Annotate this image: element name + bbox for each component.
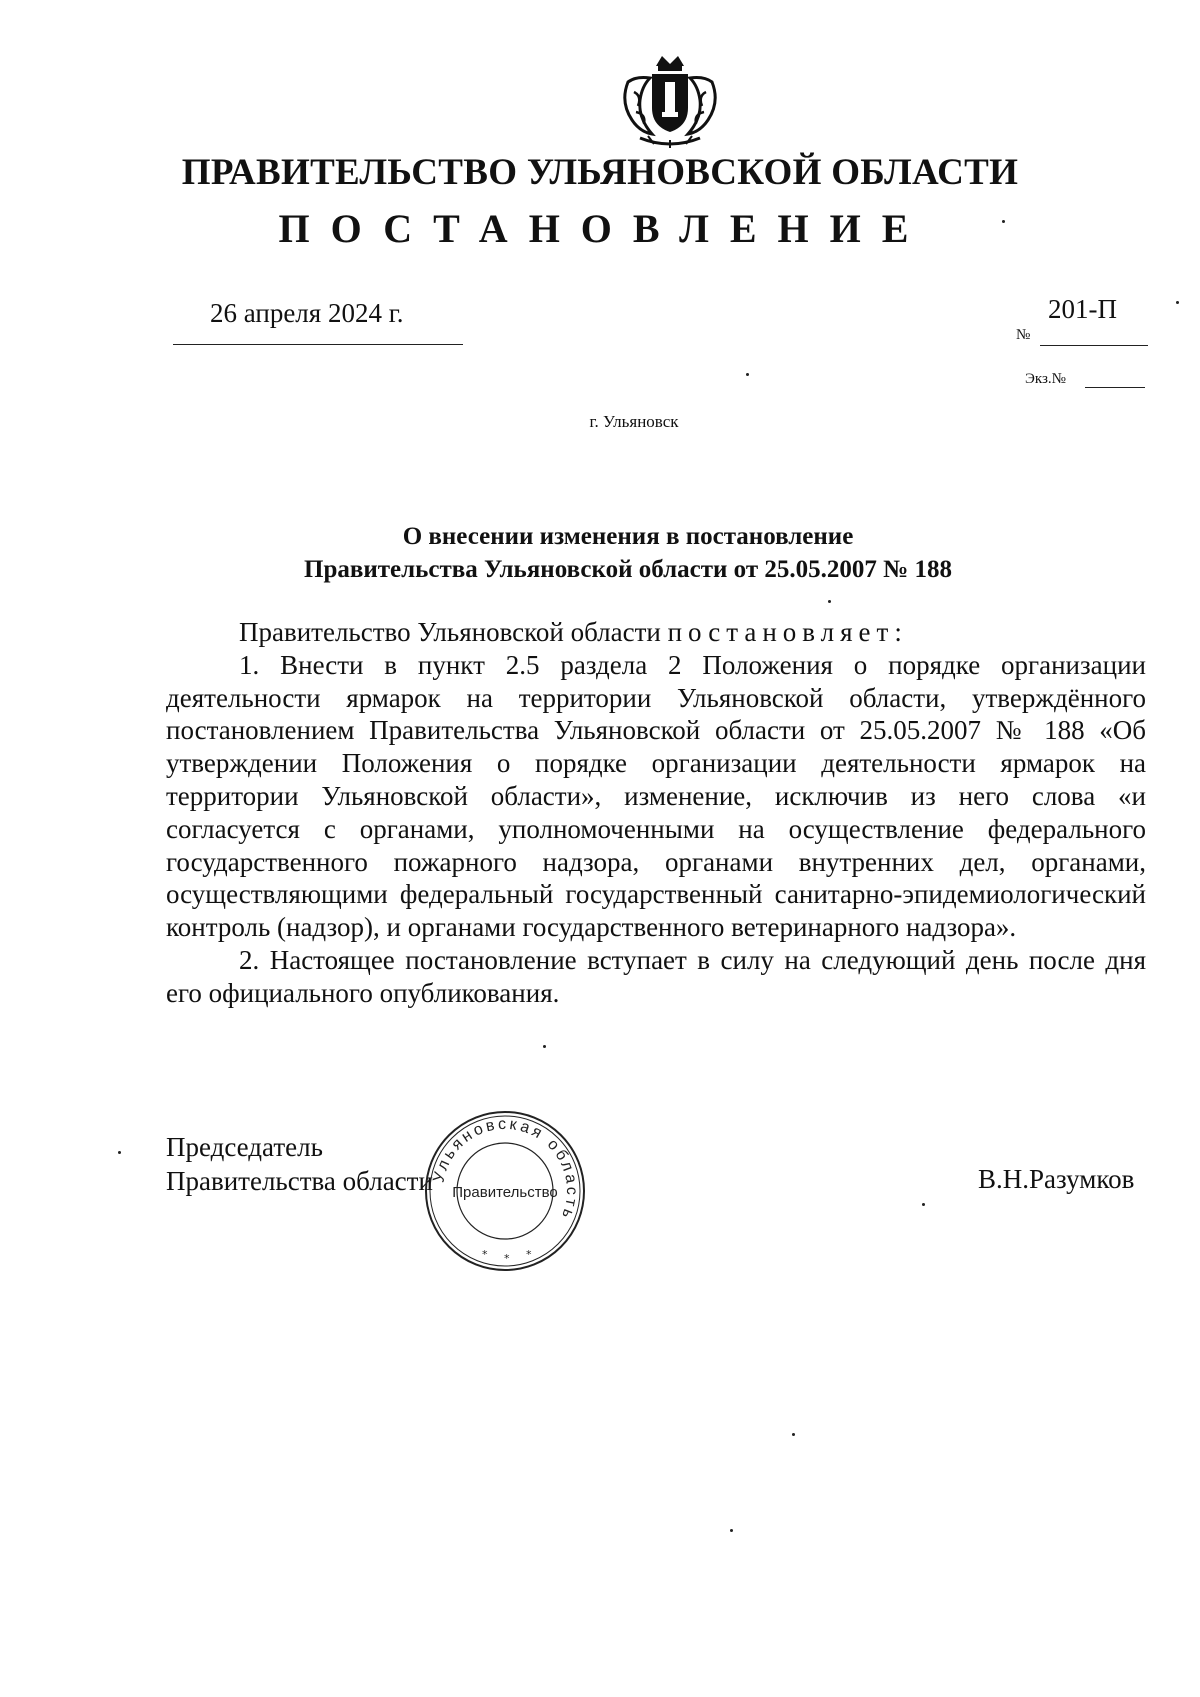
- scan-speck: [922, 1203, 925, 1206]
- number-label: №: [1016, 327, 1031, 343]
- scan-speck: [730, 1529, 733, 1532]
- position-line-2: Правительства области: [166, 1166, 433, 1196]
- document-type: ПОСТАНОВЛЕНИЕ: [278, 206, 930, 251]
- svg-text:*: *: [482, 1248, 488, 1261]
- scan-speck: [792, 1433, 795, 1436]
- position-line-1: Председатель: [166, 1132, 323, 1162]
- preamble-lead: Правительство Ульяновской области: [239, 617, 661, 647]
- document-body: [166, 616, 1146, 1010]
- item-2: 2. Настоящее постановление вступает в силу на следующий день после дня его официального опубликования.: [166, 944, 1146, 1008]
- svg-text:*: *: [526, 1248, 532, 1261]
- scan-speck: [828, 600, 831, 603]
- seal-ring-text: Ульяновская область: [430, 1115, 581, 1224]
- organization-name: ПРАВИТЕЛЬСТВО УЛЬЯНОВСКОЙ ОБЛАСТИ: [181, 152, 1019, 193]
- seal-center-text: Правительство: [452, 1184, 558, 1201]
- title-line-1: О внесении изменения в постановление: [402, 523, 854, 550]
- scan-speck: [118, 1151, 121, 1154]
- document-number: 201-П: [1048, 294, 1117, 324]
- ulyanovsk-coat-of-arms-icon: [618, 52, 722, 152]
- title-line-2: Правительства Ульяновской области от 25.05.2007 № 188: [304, 556, 952, 583]
- preamble-verb: постановляет:: [667, 617, 908, 647]
- date-underline: [173, 344, 463, 345]
- official-seal: [420, 1106, 590, 1276]
- document-title: [0, 520, 1200, 586]
- city: г. Ульяновск: [589, 412, 679, 431]
- copy-number-label: Экз.№: [1025, 371, 1066, 387]
- number-underline: [1040, 345, 1148, 346]
- scan-speck: [1176, 301, 1179, 304]
- signatory-position: [166, 1130, 433, 1198]
- scan-speck: [1002, 220, 1005, 223]
- document-date: 26 апреля 2024 г.: [210, 298, 404, 328]
- preamble: [166, 616, 1146, 649]
- svg-text:*: *: [504, 1252, 510, 1265]
- copy-number-underline: [1085, 387, 1145, 388]
- item-1: 1. Внести в пункт 2.5 раздела 2 Положения о порядке организации деятельности ярмарок на территории Ульяновской области, утверждённого постановлением Правительства Ульяновской области от 25.05.2007 № 188 «Об утверждении Положения о порядке организации деятельности ярмарок на территории Ульяновской области», изменение, исключив из него слова «и согласуется с органами, уполномоченными на осуществление федерального государственного пожарного надзора, органами внутренних дел, органами, осуществляющими федеральный государственный санитарно-эпидемиологический контроль (надзор), и органами государственного ветеринарного надзора».: [166, 649, 1146, 943]
- scan-speck: [543, 1045, 546, 1048]
- scan-speck: [746, 373, 749, 376]
- signatory-name: В.Н.Разумков: [978, 1164, 1135, 1194]
